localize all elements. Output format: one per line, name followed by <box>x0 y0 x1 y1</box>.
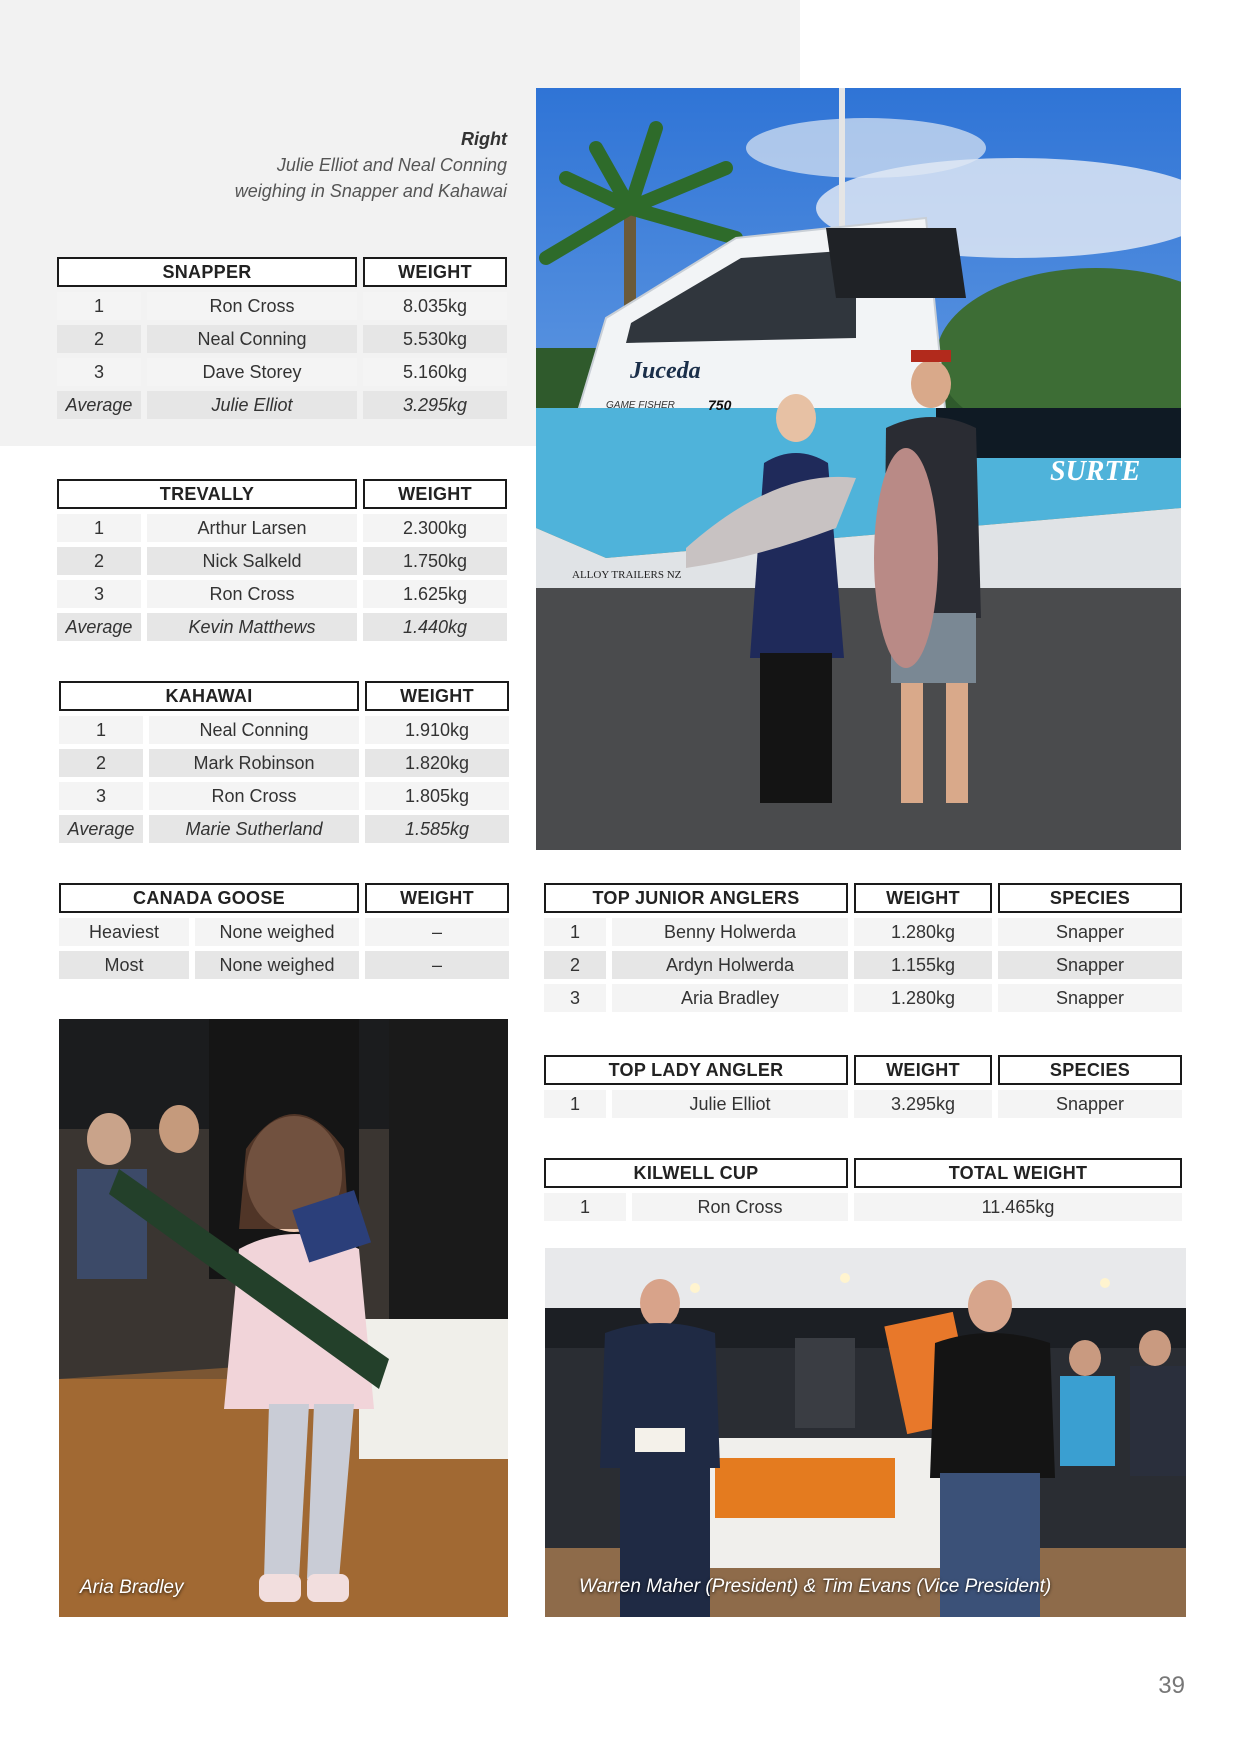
weight-cell: 1.750kg <box>363 547 507 575</box>
table-row <box>544 984 1182 1012</box>
aria-bradley-label: Aria Bradley <box>80 1577 184 1598</box>
aria-bradley-photo <box>59 1019 508 1617</box>
species-cell: Snapper <box>998 918 1182 946</box>
angler-cell: Ardyn Holwerda <box>612 951 848 979</box>
angler-cell: Dave Storey <box>147 358 357 386</box>
caption-line-2: weighing in Snapper and Kahawai <box>234 181 507 201</box>
table-row <box>57 325 507 353</box>
boat-size: 750 <box>708 397 732 413</box>
position-cell: 3 <box>57 358 141 386</box>
hull-brand: SURTE <box>1050 456 1141 487</box>
snapper-header: SNAPPER <box>57 257 357 287</box>
weight-cell: 1.625kg <box>363 580 507 608</box>
weight-cell: 1.155kg <box>854 951 992 979</box>
weight-cell: 1.585kg <box>365 815 509 843</box>
position-cell: 1 <box>544 1193 626 1221</box>
position-cell: 1 <box>57 292 141 320</box>
position-cell: 1 <box>544 1090 606 1118</box>
weight-cell: 2.300kg <box>363 514 507 542</box>
species-header: SPECIES <box>998 883 1182 913</box>
kahawai-header: KAHAWAI <box>59 681 359 711</box>
category-cell: Most <box>59 951 189 979</box>
table-row <box>59 918 509 946</box>
angler-cell: Ron Cross <box>632 1193 848 1221</box>
angler-cell: Benny Holwerda <box>612 918 848 946</box>
weight-header: WEIGHT <box>854 883 992 913</box>
species-cell: Snapper <box>998 1090 1182 1118</box>
weight-header: WEIGHT <box>363 257 507 287</box>
weight-cell: 1.910kg <box>365 716 509 744</box>
table-row <box>59 951 509 979</box>
presenters-label: Warren Maher (President) & Tim Evans (Vice President) <box>579 1576 1052 1597</box>
position-cell: Average <box>57 391 141 419</box>
angler-cell: None weighed <box>195 951 359 979</box>
total-weight-header: TOTAL WEIGHT <box>854 1158 1182 1188</box>
angler-cell: Julie Elliot <box>147 391 357 419</box>
table-row <box>57 580 507 608</box>
boat-model: GAME FISHER <box>606 400 675 411</box>
lady-angler-table <box>538 1050 1188 1123</box>
page-number: 39 <box>1158 1672 1185 1699</box>
trevally-results-table <box>51 474 513 646</box>
angler-cell: Arthur Larsen <box>147 514 357 542</box>
junior-anglers-header: TOP JUNIOR ANGLERS <box>544 883 848 913</box>
boat-name: Juceda <box>630 358 701 384</box>
angler-cell: Neal Conning <box>149 716 359 744</box>
angler-cell: Ron Cross <box>147 580 357 608</box>
weight-cell: 5.160kg <box>363 358 507 386</box>
weight-cell: 1.280kg <box>854 984 992 1012</box>
table-row <box>544 918 1182 946</box>
canada-goose-results-table <box>53 878 515 984</box>
table-row-average <box>59 815 509 843</box>
table-row <box>57 292 507 320</box>
weight-cell: 5.530kg <box>363 325 507 353</box>
table-row <box>544 1090 1182 1118</box>
kahawai-results-table <box>53 676 515 848</box>
angler-cell: Ron Cross <box>147 292 357 320</box>
angler-cell: Mark Robinson <box>149 749 359 777</box>
weight-cell: 11.465kg <box>854 1193 1182 1221</box>
table-row <box>59 716 509 744</box>
trailer-brand: ALLOY TRAILERS NZ <box>572 569 682 581</box>
weight-cell: 3.295kg <box>363 391 507 419</box>
angler-cell: Julie Elliot <box>612 1090 848 1118</box>
aria-bradley-photo-illustration <box>59 1019 508 1617</box>
weight-cell: 3.295kg <box>854 1090 992 1118</box>
table-row <box>544 951 1182 979</box>
weigh-in-photo <box>536 88 1181 850</box>
presenters-photo <box>545 1248 1186 1617</box>
weight-cell: 8.035kg <box>363 292 507 320</box>
weight-cell: 1.805kg <box>365 782 509 810</box>
table-row-average <box>57 391 507 419</box>
position-cell: 3 <box>57 580 141 608</box>
junior-anglers-table <box>538 878 1188 1017</box>
position-cell: 2 <box>544 951 606 979</box>
category-cell: Heaviest <box>59 918 189 946</box>
angler-cell: Neal Conning <box>147 325 357 353</box>
angler-cell: Marie Sutherland <box>149 815 359 843</box>
weight-header: WEIGHT <box>363 479 507 509</box>
table-row-average <box>57 613 507 641</box>
table-row <box>59 749 509 777</box>
angler-cell: Kevin Matthews <box>147 613 357 641</box>
caption-title: Right <box>461 129 507 149</box>
position-cell: Average <box>59 815 143 843</box>
canada-goose-header: CANADA GOOSE <box>59 883 359 913</box>
table-row <box>57 358 507 386</box>
angler-cell: None weighed <box>195 918 359 946</box>
trevally-header: TREVALLY <box>57 479 357 509</box>
angler-cell: Ron Cross <box>149 782 359 810</box>
lady-angler-header: TOP LADY ANGLER <box>544 1055 848 1085</box>
table-row <box>57 547 507 575</box>
position-cell: 2 <box>57 547 141 575</box>
weight-header: WEIGHT <box>365 681 509 711</box>
weight-cell: – <box>365 918 509 946</box>
position-cell: 3 <box>59 782 143 810</box>
weight-header: WEIGHT <box>854 1055 992 1085</box>
photo-caption <box>235 126 507 204</box>
position-cell: 1 <box>57 514 141 542</box>
position-cell: 2 <box>57 325 141 353</box>
table-row <box>544 1193 1182 1221</box>
position-cell: 1 <box>59 716 143 744</box>
position-cell: 3 <box>544 984 606 1012</box>
kilwell-cup-header: KILWELL CUP <box>544 1158 848 1188</box>
kilwell-cup-table <box>538 1153 1188 1226</box>
weight-cell: 1.440kg <box>363 613 507 641</box>
position-cell: 2 <box>59 749 143 777</box>
weight-cell: 1.820kg <box>365 749 509 777</box>
table-row <box>59 782 509 810</box>
presenters-photo-illustration <box>545 1248 1186 1617</box>
weight-header: WEIGHT <box>365 883 509 913</box>
species-cell: Snapper <box>998 951 1182 979</box>
position-cell: Average <box>57 613 141 641</box>
position-cell: 1 <box>544 918 606 946</box>
weight-cell: – <box>365 951 509 979</box>
caption-line-1: Julie Elliot and Neal Conning <box>276 155 507 175</box>
angler-cell: Nick Salkeld <box>147 547 357 575</box>
weigh-in-photo-illustration <box>536 88 1181 850</box>
species-header: SPECIES <box>998 1055 1182 1085</box>
table-row <box>57 514 507 542</box>
snapper-results-table <box>51 252 513 424</box>
weight-cell: 1.280kg <box>854 918 992 946</box>
species-cell: Snapper <box>998 984 1182 1012</box>
angler-cell: Aria Bradley <box>612 984 848 1012</box>
